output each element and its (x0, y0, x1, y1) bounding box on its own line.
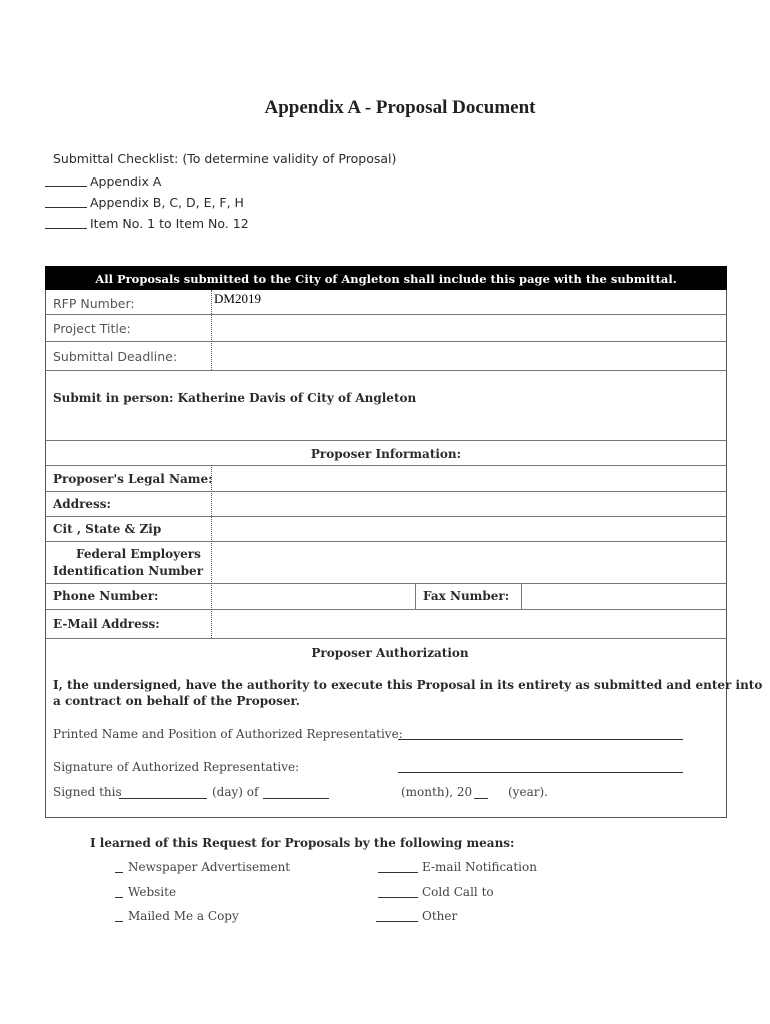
checklist-blank-3[interactable] (45, 228, 87, 229)
address-label: Address: (53, 497, 111, 511)
signature-label: Signature of Authorized Representative: (53, 760, 300, 774)
fein-label-line2: Identification Number (53, 564, 204, 578)
fein-field[interactable] (213, 543, 725, 582)
printed-name-label: Printed Name and Position of Authorized Representative: (53, 727, 403, 741)
rfp-number-label: RFP Number: (53, 296, 135, 311)
option-website: Website (128, 885, 177, 899)
checklist-item: Appendix B, C, D, E, F, H (90, 195, 244, 210)
phone-number-field[interactable] (213, 585, 414, 608)
rfp-number-field[interactable]: DM2019 (214, 291, 261, 306)
address-field[interactable] (213, 493, 725, 515)
option-checkbox[interactable] (378, 872, 418, 873)
day-of-label: (day) of (212, 785, 259, 799)
option-other: Other (422, 909, 458, 923)
option-checkbox[interactable] (115, 872, 123, 873)
email-address-field[interactable] (213, 611, 725, 637)
city-state-zip-field[interactable] (213, 518, 725, 540)
submittal-deadline-field[interactable] (213, 343, 725, 369)
printed-name-field[interactable] (398, 739, 683, 740)
signed-day-field[interactable] (119, 798, 207, 799)
page-title: Appendix A - Proposal Document (264, 97, 536, 118)
submit-in-person: Submit in person: Katherine Davis of City of Angleton (53, 391, 417, 405)
authorization-heading: Proposer Authorization (311, 646, 469, 660)
form-header: All Proposals submitted to the City of Angleton shall include this page with the submittal. (45, 266, 727, 290)
email-address-label: E-Mail Address: (53, 617, 160, 631)
option-mailed-copy: Mailed Me a Copy (128, 909, 239, 923)
month-label: (month), 20 (401, 785, 473, 799)
submittal-deadline-label: Submittal Deadline: (53, 349, 178, 364)
option-newspaper: Newspaper Advertisement (128, 860, 291, 874)
checklist-blank-2[interactable] (45, 207, 87, 208)
year-label: (year). (508, 785, 548, 799)
learned-heading: I learned of this Request for Proposals by the following means: (90, 836, 515, 850)
option-checkbox[interactable] (115, 897, 123, 898)
legal-name-field[interactable] (213, 467, 725, 490)
fax-number-field[interactable] (523, 585, 725, 608)
signed-month-field[interactable] (263, 798, 329, 799)
project-title-field[interactable] (213, 316, 725, 340)
proposer-info-heading: Proposer Information: (310, 447, 462, 461)
project-title-label: Project Title: (53, 321, 131, 336)
signature-field[interactable] (398, 772, 683, 773)
option-email-notification: E-mail Notification (422, 860, 537, 874)
checklist-item: Appendix A (90, 174, 162, 189)
authorization-text-line1: I, the undersigned, have the authority to execute this Proposal in its entirety as submitted and enter into (53, 678, 763, 692)
option-checkbox[interactable] (115, 921, 123, 922)
city-state-zip-label: Cit , State & Zip (53, 522, 162, 536)
checklist-item: Item No. 1 to Item No. 12 (90, 216, 249, 231)
option-checkbox[interactable] (376, 921, 418, 922)
phone-number-label: Phone Number: (53, 589, 159, 603)
option-cold-call: Cold Call to (422, 885, 494, 899)
fein-label-line1: Federal Employers (76, 547, 201, 561)
checklist-blank-1[interactable] (45, 186, 87, 187)
checklist-heading: Submittal Checklist: (To determine validity of Proposal) (53, 151, 397, 166)
authorization-text-line2: a contract on behalf of the Proposer. (53, 694, 300, 708)
signed-this-label: Signed this (53, 785, 122, 799)
signed-year-field[interactable] (474, 798, 488, 799)
fax-number-label: Fax Number: (423, 589, 510, 603)
legal-name-label: Proposer's Legal Name: (53, 472, 213, 486)
option-checkbox[interactable] (378, 897, 418, 898)
